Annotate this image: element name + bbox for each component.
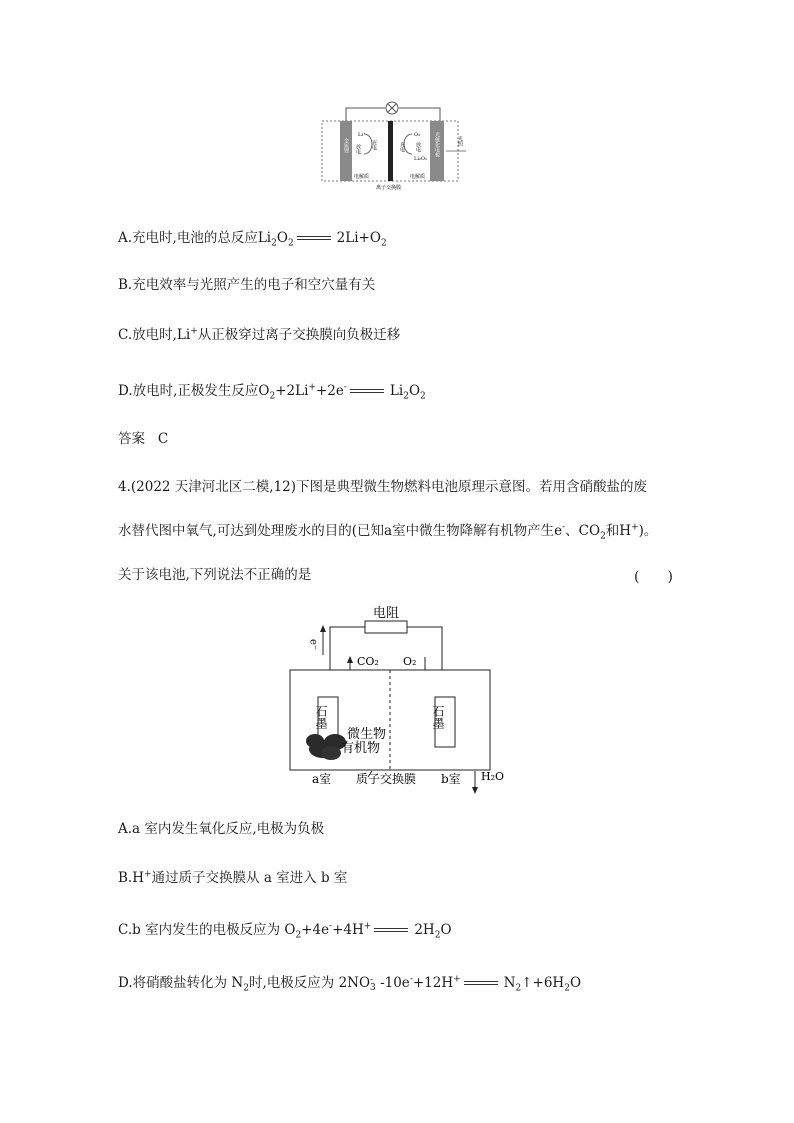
svg-text:离子交换膜: 离子交换膜 [376, 185, 402, 191]
q4-stem-line2: 水替代图中氧气,可达到处理废水的目的(已知a室中微生物降解有机物产生e-、$CO_2$和H+)。 [118, 522, 658, 542]
svg-text:放电: 放电 [415, 142, 421, 152]
q3-answer: 答案 C [118, 431, 169, 447]
q3-option-b: B.充电效率与光照产生的电子和空穴量有关 [118, 277, 376, 293]
equals-sign [464, 979, 498, 989]
left-electrode-label: 金属锂 [343, 138, 349, 153]
svg-text:放电: 放电 [355, 144, 361, 154]
resistor-label: 电阻 [373, 606, 400, 621]
q4-stem-line3: 关于该电池,下列说法不正确的是 [118, 567, 312, 583]
resistor-icon [365, 621, 407, 633]
svg-text:充电: 充电 [371, 140, 377, 150]
q3-option-a: A.充电时,电池的总反应$Li_2O_2$ $2Li+O_2$ [118, 230, 387, 249]
svg-text:H₂O: H₂O [481, 770, 505, 783]
svg-text:质子交换膜: 质子交换膜 [356, 772, 417, 786]
svg-text:光照: 光照 [457, 136, 463, 146]
svg-text:Li₂O₂: Li₂O₂ [414, 156, 428, 162]
svg-text:b室: b室 [441, 772, 461, 786]
equals-sign [297, 234, 331, 244]
svg-text:有机物: 有机物 [341, 741, 381, 756]
q4-option-d: D.将硝酸盐转化为 $N_2$时,电极反应为 2NO - 3 -10e-+12H+ $N_2↑+6H_2O$ [118, 974, 582, 994]
svg-text:微生物: 微生物 [347, 727, 387, 742]
svg-text:CO₂: CO₂ [357, 655, 379, 668]
svg-text:O₂: O₂ [414, 132, 421, 138]
battery-figure [318, 96, 468, 192]
svg-text:充电: 充电 [399, 142, 405, 152]
svg-text:e⁻: e⁻ [307, 639, 319, 651]
svg-text:O₂: O₂ [403, 655, 417, 668]
equals-sign [374, 926, 408, 936]
q4-option-b: B.H+通过质子交换膜从 a 室进入 b 室 [118, 869, 348, 886]
q3-option-d: D.放电时,正极发生反应$O_2+2Li^++2e^-$ $Li_2O_2$ [118, 382, 426, 402]
answer-parentheses: ( ) [634, 569, 673, 585]
q4-stem-line1: 4.(2022 天津河北区二模,12)下图是典型微生物燃料电池原理示意图。若用含硝酸盐的废 [118, 479, 648, 495]
q4-option-c: C.b 室内发生的电极反应为 $O_2+4e^-+4H^+$ $2H_2O$ [118, 921, 452, 941]
q3-option-c: C.放电时,Li+从正极穿过离子交换膜向负极迁移 [118, 326, 401, 343]
svg-text:a室: a室 [312, 772, 332, 786]
svg-text:电解质: 电解质 [354, 174, 370, 180]
q4-option-a: A.a 室内发生氧化反应,电极为负极 [118, 821, 325, 837]
svg-text:石墨: 石墨 [314, 705, 328, 729]
svg-text:电解质: 电解质 [410, 174, 426, 180]
equals-sign [350, 387, 384, 397]
right-electrode-label: 光催化电极 [434, 132, 440, 157]
membrane-bar [388, 121, 393, 181]
fuel-cell-figure [285, 605, 515, 795]
svg-text:Li⁺: Li⁺ [358, 132, 366, 138]
svg-text:石墨: 石墨 [431, 705, 445, 729]
